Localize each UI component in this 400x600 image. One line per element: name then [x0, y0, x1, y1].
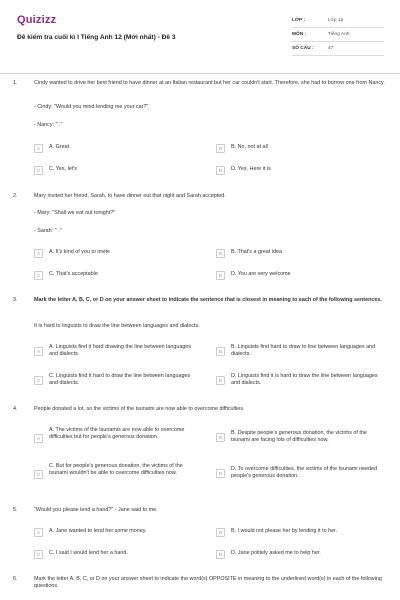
question-number: 6. [13, 576, 18, 582]
meta-key: SỐ CÂU : [292, 46, 314, 51]
option-text: D. Jane politely asked me to help her. [231, 550, 321, 556]
option-text: D. To overcome difficulties, the victims of the tsunami needed people's generous donation. [231, 466, 378, 479]
option-text: C. That's acceptable [49, 271, 98, 277]
option-letter-badge: A [34, 434, 43, 443]
option-text: A. It's kind of you to invite [49, 249, 110, 255]
option-letter-badge: C [34, 271, 43, 280]
option-letter-badge: C [34, 376, 43, 385]
given-sentence: It is hard to linguists to draw the line between languages and dialects. [34, 323, 200, 329]
meta-key: LỚP : [292, 18, 306, 23]
dialogue-line: - Cindy: "Would you mind lending me your car?" [34, 104, 149, 110]
option-text: B. That's a great idea [231, 249, 282, 255]
option-letter-badge: D [216, 271, 225, 280]
option-letter-badge: B [216, 528, 225, 537]
option-letter-badge: D [216, 550, 225, 559]
meta-row-count [292, 42, 384, 56]
option-text: D. You are very welcome [231, 271, 291, 277]
option-c[interactable] [34, 271, 98, 280]
option-text: A. Jane wanted to lend her some money. [49, 528, 147, 534]
option-d[interactable] [216, 466, 381, 480]
option-b[interactable] [216, 249, 282, 258]
option-letter-badge: A [34, 347, 43, 356]
question-number: 5. [13, 507, 18, 513]
dialogue-line: - Mary: "Shall we eat out tonight?" [34, 210, 116, 216]
option-text: A. Linguists find it hard drawing the line between languages and dialects. [49, 344, 192, 357]
option-b[interactable] [216, 528, 337, 537]
option-text: B. No, not at all [231, 144, 268, 150]
option-letter-badge: D [216, 376, 225, 385]
option-b[interactable] [216, 344, 381, 358]
option-a[interactable] [34, 344, 199, 358]
dialogue-line: - Nancy: " ." [34, 122, 63, 128]
option-text: C. But for people's generous donation, the victims of the tsunami wouldn't be able to overcome difficulties now. [49, 463, 183, 476]
option-d[interactable] [216, 166, 271, 175]
dialogue-line: - Sarah: " ." [34, 228, 62, 234]
option-c[interactable] [34, 463, 199, 479]
question-number: 3. [13, 297, 18, 303]
option-text: D. Yes. Here it is [231, 166, 271, 172]
option-letter-badge: D [216, 166, 225, 175]
option-letter-badge: C [34, 550, 43, 559]
question-text: Mark the letter A, B, C, or D on your answer sheet to indicate the sentence that is closest in meaning to each of the following sentences. [34, 297, 382, 303]
option-a[interactable] [34, 144, 69, 153]
option-text: C. Linguists find it hard to draw the line between languages and dialects. [49, 373, 191, 386]
option-text: B. Despite people's generous donation, the victims of the tsunami are facing lots of difficulties now. [231, 430, 367, 443]
divider [0, 73, 400, 74]
option-c[interactable] [34, 373, 199, 387]
option-b[interactable] [216, 430, 381, 444]
meta-table [292, 14, 384, 56]
option-d[interactable] [216, 271, 291, 280]
question-number: 2. [13, 193, 18, 199]
option-text: B. Linguists find hard to draw to line between languages and dialects. [231, 344, 376, 357]
option-letter-badge: A [34, 144, 43, 153]
meta-value: Lớp 12 [328, 18, 344, 23]
option-d[interactable] [216, 550, 321, 559]
option-letter-badge: B [216, 347, 225, 356]
option-text: A. Great [49, 144, 70, 150]
option-letter-badge: B [216, 249, 225, 258]
option-letter-badge: D [216, 469, 225, 478]
question-number: 1. [13, 80, 18, 86]
option-a[interactable] [34, 528, 147, 537]
meta-key: MÔN : [292, 32, 307, 37]
option-a[interactable] [34, 427, 199, 443]
option-letter-badge: A [34, 249, 43, 258]
meta-value: Tiếng Anh [328, 32, 350, 37]
option-letter-badge: B [216, 144, 225, 153]
question-text: Mark the letter A, B, C, or D on your answer sheet to indicate the word(s) OPPOSITE in meaning to the underlined word(s) in each of the following questions. [34, 576, 382, 590]
option-text: C. I said I would lend her a hand. [49, 550, 128, 556]
option-text: B. I would not please her by lending it to her. [231, 528, 338, 534]
question-text: Cindy wanted to drive her best friend to have dinner at an Italian restaurant but her car couldn't start. Therefore, she had to borrow one from Nancy. [34, 80, 385, 86]
question-text: "Would you please lend a hand?" - Jane said to me. [34, 507, 158, 513]
option-text: D. Linguists find it is hard to draw the line between languages and dialects. [231, 373, 378, 386]
option-c[interactable] [34, 166, 77, 175]
question-text: Mary invited her friend, Sarah, to have dinner out that night and Sarah accepted. [34, 193, 226, 199]
option-letter-badge: B [216, 433, 225, 442]
meta-row-grade [292, 14, 384, 28]
page-title: Đề kiểm tra cuối kì I Tiếng Anh 12 (Mới nhất) - Đề 3 [17, 34, 176, 41]
option-text: C. Yes, let's [49, 166, 77, 172]
option-letter-badge: C [34, 166, 43, 175]
option-a[interactable] [34, 249, 110, 258]
question-number: 4. [13, 406, 18, 412]
option-letter-badge: A [34, 528, 43, 537]
option-letter-badge: C [34, 470, 43, 479]
option-b[interactable] [216, 144, 268, 153]
meta-row-subject [292, 28, 384, 42]
option-d[interactable] [216, 373, 381, 387]
quizizz-logo: Quizizz [17, 14, 57, 26]
question-text: People donated a lot, so the victims of the tsunami are now able to overcome difficulties. [34, 406, 245, 412]
option-text: A. The victims of the tsunamis are now able to overcome difficulties but for people's generous donation. [49, 427, 185, 440]
meta-value: 47 [328, 46, 334, 51]
option-c[interactable] [34, 550, 128, 559]
